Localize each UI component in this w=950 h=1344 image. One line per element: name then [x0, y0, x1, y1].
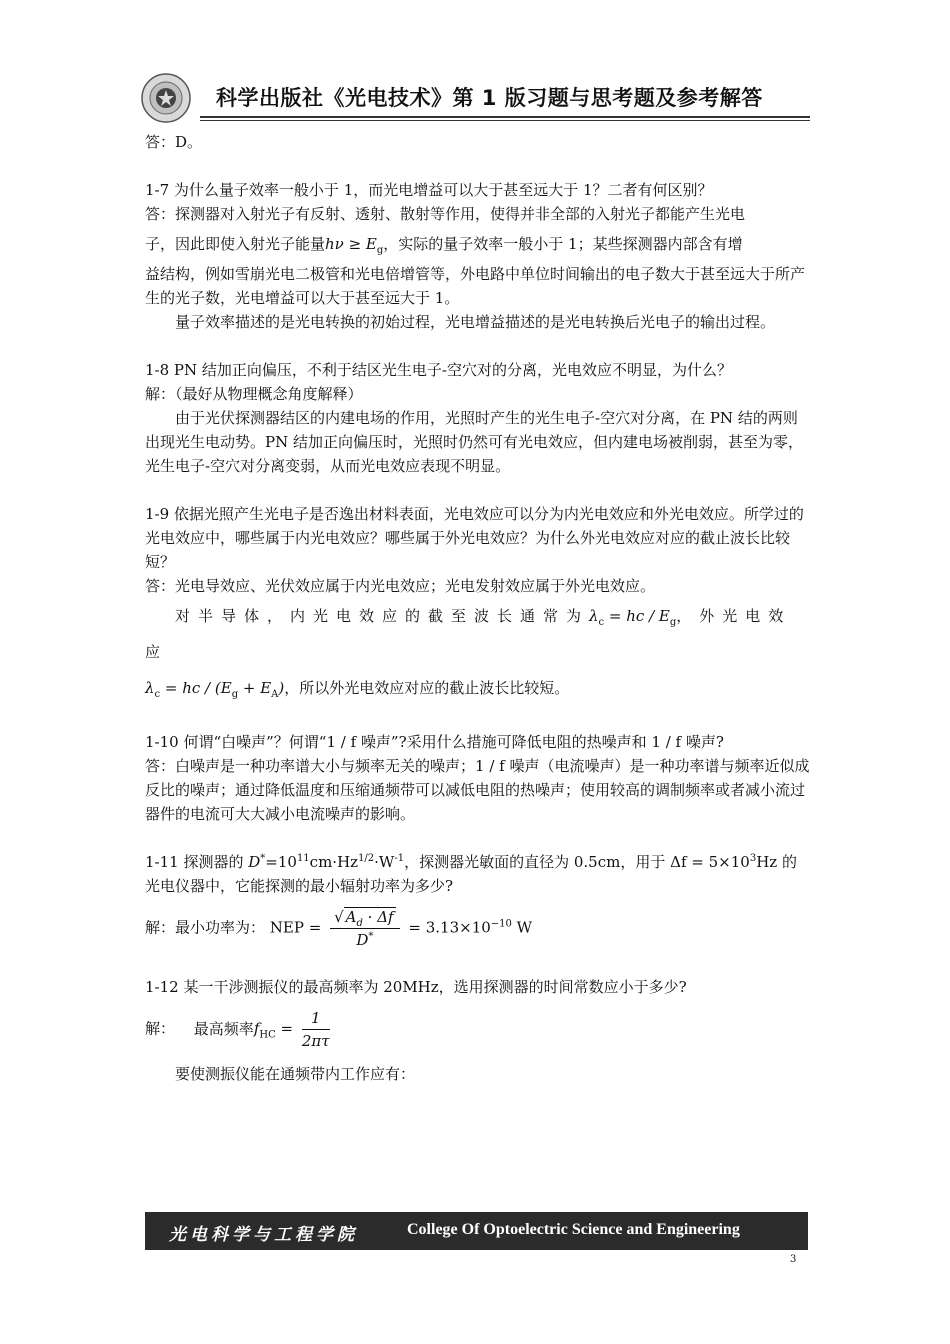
answer-formula: 解： 最高频率$f_{HC}$ = $\frac{1}{2\pi\tau}$ [145, 1009, 330, 1050]
footer-college-cn: 光电科学与工程学院 [169, 1225, 358, 1245]
answer-text: 益结构，例如雪崩光电二极管和光电倍增管等，外电路中单位时间输出的电子数大于甚至远大于所产生的光子数，光电增益可以大于甚至远大于 1。 [145, 265, 806, 307]
answer-text: 对半导体，内光电效应的截至波长通常为$\lambda_c$ = hc / $E_g$，外光电效应 [145, 607, 792, 661]
answer-text: 量子效率描述的是光电转换的初始过程，光电增益描述的是光电转换后光电子的输出过程。 [175, 313, 776, 331]
question-1-7: 1-7 为什么量子效率一般小于 1，而光电增益可以大于甚至远大于 1？二者有何区别？ [145, 181, 713, 199]
answer-text: 答：探测器对入射光子有反射、透射、散射等作用，使得并非全部的入射光子都能产生光电 [145, 205, 746, 223]
fraction: $\frac{√ A_d \cdot \Delta f}{D^*}$ [330, 906, 400, 951]
answer-line: 答：D。 [145, 133, 203, 151]
math-expression: hν ≥ E [325, 235, 377, 253]
answer-text: 解：（最好从物理概念角度解释） [145, 385, 363, 403]
answer-text: 答：白噪声是一种功率谱大小与频率无关的噪声；1 / f 噪声（电流噪声）是一种功率谱与频率近似成反比的噪声；通过降低温度和压缩通频带可以减低电阻的热噪声；使用较高的调制频率或者减小流过器件的电流可大大减小电流噪声的影响。 [145, 757, 810, 823]
header-rule [200, 116, 810, 121]
answer-text: 答：光电导效应、光伏效应属于内光电效应；光电发射效应属于外光电效应。 [145, 577, 656, 595]
university-seal-icon [140, 72, 192, 124]
page-footer [145, 1212, 808, 1250]
question-1-12: 1-12 某一干涉测振仪的最高频率为 20MHz，选用探测器的时间常数应小于多少? [145, 978, 687, 996]
document-body [145, 130, 810, 1086]
question-1-10: 1-10 何谓“白噪声”？何谓“1 / f 噪声”?采用什么措施可降低电阻的热噪声和 1 / f 噪声? [145, 733, 724, 751]
answer-text: 子，因此即使入射光子能量$h\nu \ge E_g$，实际的量子效率一般小于 1；某些探测器内部含有增 [145, 235, 743, 256]
footer-college-en: College Of Optoelectric Science and Engineering [407, 1221, 740, 1238]
page-header [140, 72, 810, 124]
answer-text: 要使测振仪能在通频带内工作应有： [175, 1065, 416, 1083]
question-1-11: 1-11 探测器的 $D^*=10^{11}cm\cdot Hz^{1/2}\cdot W^{-1}$，探测器光敏面的直径为 0.5cm，用于 $\Delta f = 5\times 10^3Hz$ 的光电仪器中，它能探测的最小辐射功率为多少? [145, 853, 797, 895]
header-title: 科学出版社《光电技术》第 1 版习题与思考题及参考解答 [216, 86, 763, 110]
answer-text: 由于光伏探测器结区的内建电场的作用，光照时产生的光生电子-空穴对分离，在 PN 结的两则出现光生电动势。PN 结加正向偏压时，光照时仍然可有光电效应，但内建电场被削弱，甚至为零，光生电子-空穴对分离变弱，从而光电效应表现不明显。 [145, 409, 803, 475]
question-1-8: 1-8 PN 结加正向偏压，不利于结区光生电子-空穴对的分离，光电效应不明显，为什么？ [145, 361, 732, 379]
answer-text: $\lambda_c$ = hc / $(E_g + E_A)$，所以外光电效应对应的截止波长比较短。 [145, 679, 570, 700]
fraction: $\frac{1}{2\pi\tau}$ [301, 1009, 330, 1050]
answer-formula: 解：最小功率为： NEP = $\frac{√ A_d \cdot \Delta f}{D^*}$ = $3.13\times 10^{-10}$ W [145, 908, 533, 949]
page-number: 3 [790, 1254, 797, 1265]
question-1-9: 1-9 依据光照产生光电子是否逸出材料表面，光电效应可以分为内光电效应和外光电效应。所学过的光电效应中，哪些属于内光电效应？哪些属于外光电效应？为什么外光电效应对应的截止波长比较短？ [145, 505, 804, 571]
